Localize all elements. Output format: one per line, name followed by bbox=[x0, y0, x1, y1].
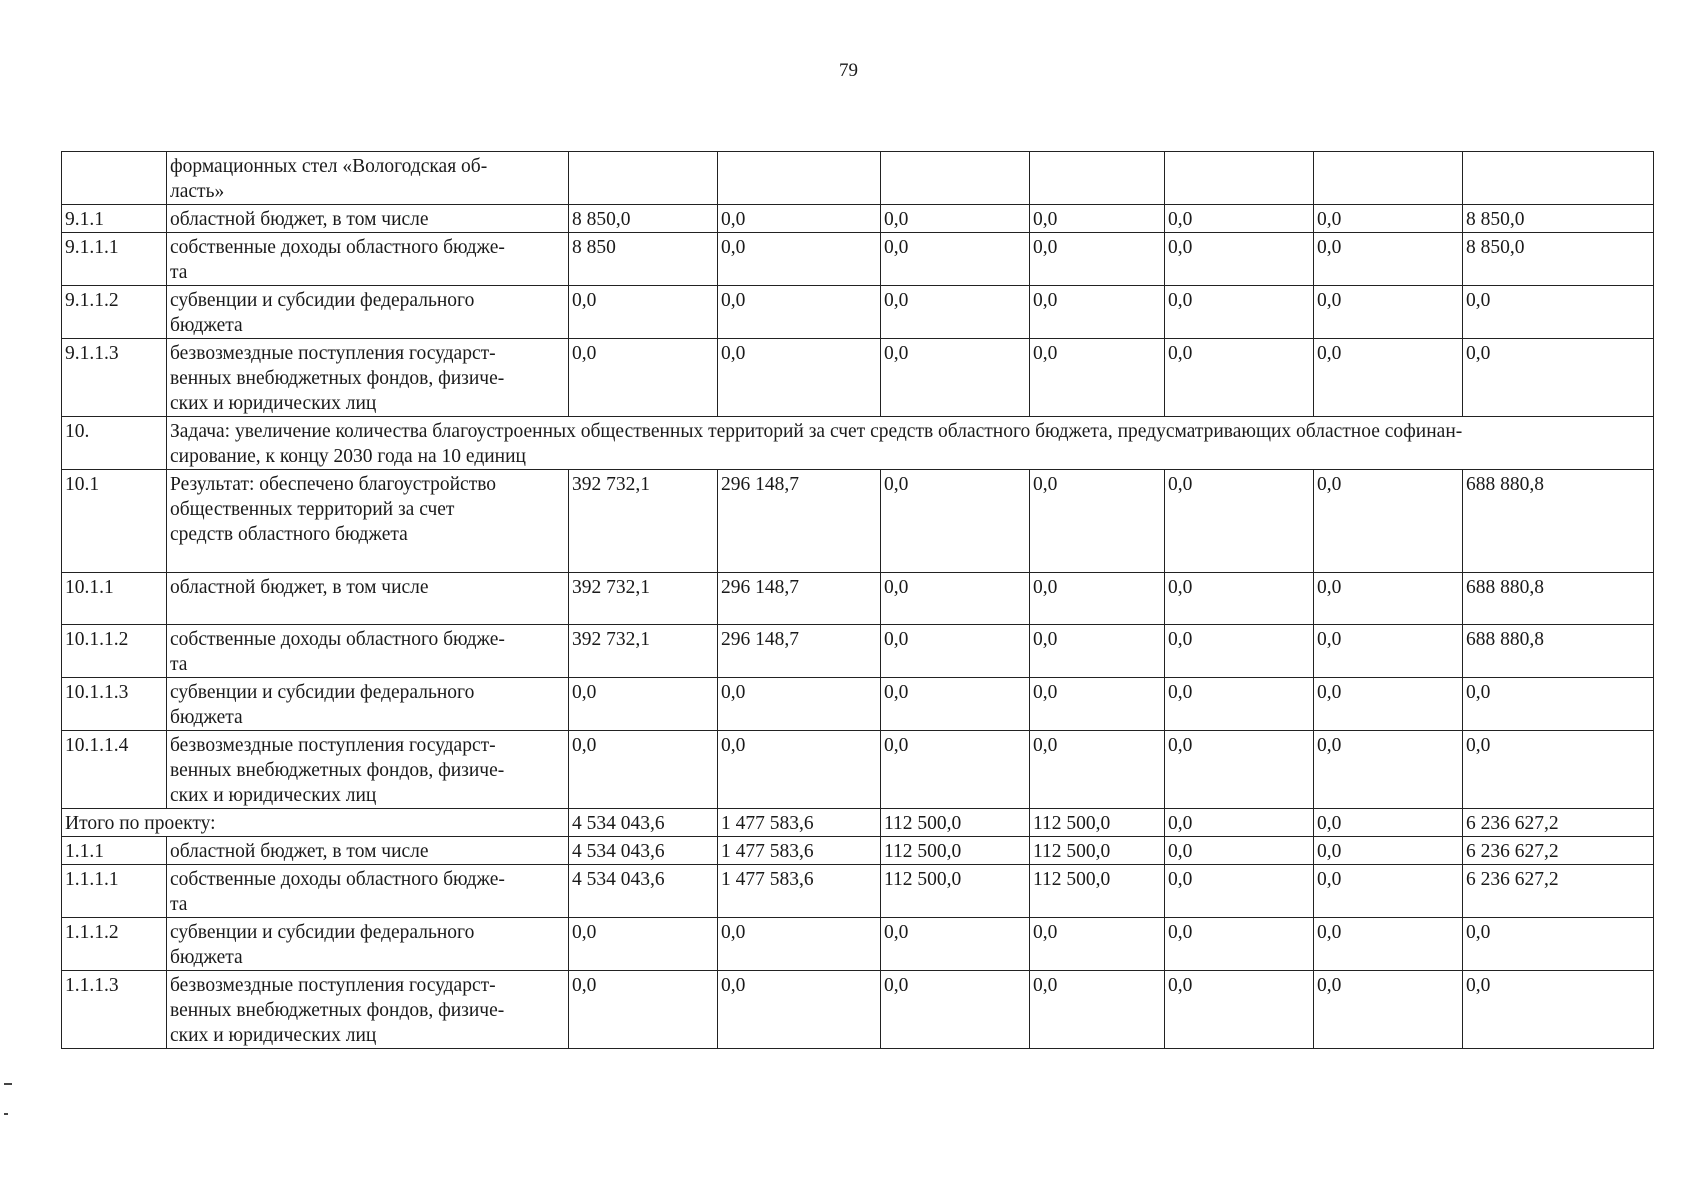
row-code: 1.1.1.1 bbox=[62, 865, 167, 918]
value-cell: 6 236 627,2 bbox=[1463, 837, 1654, 865]
value-cell: 0,0 bbox=[1030, 233, 1165, 286]
value-cell: 0,0 bbox=[881, 205, 1030, 233]
row-name: Результат: обеспечено благоустройство общественных территорий за счет средств областного бюджета bbox=[167, 470, 569, 573]
row-code bbox=[62, 152, 167, 205]
value-cell bbox=[1463, 152, 1654, 205]
value-cell: 1 477 583,6 bbox=[718, 809, 881, 837]
value-cell: 0,0 bbox=[718, 678, 881, 731]
value-cell: 0,0 bbox=[1030, 971, 1165, 1049]
value-cell: 6 236 627,2 bbox=[1463, 809, 1654, 837]
row-code: 10.1.1.2 bbox=[62, 625, 167, 678]
value-cell: 0,0 bbox=[1165, 809, 1314, 837]
row-name: областной бюджет, в том числе bbox=[167, 837, 569, 865]
value-cell: 0,0 bbox=[1030, 339, 1165, 417]
value-cell: 0,0 bbox=[1165, 731, 1314, 809]
value-cell: 688 880,8 bbox=[1463, 573, 1654, 625]
value-cell: 0,0 bbox=[1314, 809, 1463, 837]
value-cell: 112 500,0 bbox=[1030, 837, 1165, 865]
row-name: субвенции и субсидии федерального бюджета bbox=[167, 286, 569, 339]
value-cell: 392 732,1 bbox=[569, 470, 718, 573]
value-cell: 0,0 bbox=[1165, 971, 1314, 1049]
row-code: 9.1.1.2 bbox=[62, 286, 167, 339]
value-cell: 0,0 bbox=[1314, 573, 1463, 625]
row-code: 1.1.1.3 bbox=[62, 971, 167, 1049]
value-cell: 296 148,7 bbox=[718, 573, 881, 625]
row-name: собственные доходы областного бюдже- та bbox=[167, 865, 569, 918]
value-cell: 4 534 043,6 bbox=[569, 837, 718, 865]
row-code: 9.1.1.1 bbox=[62, 233, 167, 286]
margin-mark bbox=[4, 1083, 12, 1085]
value-cell: 0,0 bbox=[1030, 625, 1165, 678]
table-row bbox=[62, 625, 1654, 678]
row-name: безвозмездные поступления государст- венных внебюджетных фондов, физиче- ских и юридических лиц bbox=[167, 731, 569, 809]
value-cell: 0,0 bbox=[718, 286, 881, 339]
value-cell bbox=[718, 152, 881, 205]
margin-mark bbox=[4, 1113, 8, 1115]
row-code: 10.1.1.4 bbox=[62, 731, 167, 809]
value-cell: 0,0 bbox=[718, 971, 881, 1049]
value-cell: 112 500,0 bbox=[881, 809, 1030, 837]
value-cell: 0,0 bbox=[1030, 286, 1165, 339]
table-row bbox=[62, 837, 1654, 865]
value-cell: 0,0 bbox=[1314, 205, 1463, 233]
value-cell: 0,0 bbox=[1030, 678, 1165, 731]
value-cell: 0,0 bbox=[569, 971, 718, 1049]
value-cell: 0,0 bbox=[1030, 573, 1165, 625]
value-cell bbox=[1030, 152, 1165, 205]
table-row bbox=[62, 731, 1654, 809]
value-cell: 8 850,0 bbox=[569, 205, 718, 233]
row-name: безвозмездные поступления государст- венных внебюджетных фондов, физиче- ских и юридических лиц bbox=[167, 971, 569, 1049]
value-cell: 112 500,0 bbox=[881, 837, 1030, 865]
value-cell: 688 880,8 bbox=[1463, 625, 1654, 678]
value-cell: 0,0 bbox=[881, 470, 1030, 573]
value-cell: 0,0 bbox=[1314, 286, 1463, 339]
value-cell: 0,0 bbox=[1165, 678, 1314, 731]
total-label: Итого по проекту: bbox=[62, 809, 569, 837]
value-cell: 0,0 bbox=[881, 573, 1030, 625]
value-cell: 0,0 bbox=[1030, 470, 1165, 573]
value-cell bbox=[1314, 152, 1463, 205]
row-code: 9.1.1 bbox=[62, 205, 167, 233]
value-cell: 0,0 bbox=[1314, 470, 1463, 573]
value-cell: 112 500,0 bbox=[881, 865, 1030, 918]
row-code: 10.1 bbox=[62, 470, 167, 573]
row-code: 9.1.1.3 bbox=[62, 339, 167, 417]
value-cell: 6 236 627,2 bbox=[1463, 865, 1654, 918]
budget-table bbox=[61, 151, 1654, 1049]
value-cell: 0,0 bbox=[1314, 731, 1463, 809]
value-cell: 0,0 bbox=[718, 918, 881, 971]
value-cell: 0,0 bbox=[1165, 918, 1314, 971]
value-cell: 0,0 bbox=[1314, 233, 1463, 286]
row-name: собственные доходы областного бюдже- та bbox=[167, 625, 569, 678]
value-cell: 0,0 bbox=[1165, 865, 1314, 918]
table-row bbox=[62, 865, 1654, 918]
row-name: субвенции и субсидии федерального бюджета bbox=[167, 918, 569, 971]
value-cell: 4 534 043,6 bbox=[569, 809, 718, 837]
table-row bbox=[62, 339, 1654, 417]
value-cell: 296 148,7 bbox=[718, 470, 881, 573]
value-cell: 392 732,1 bbox=[569, 573, 718, 625]
row-code: 1.1.1 bbox=[62, 837, 167, 865]
value-cell: 0,0 bbox=[881, 971, 1030, 1049]
value-cell: 0,0 bbox=[1030, 918, 1165, 971]
value-cell: 296 148,7 bbox=[718, 625, 881, 678]
value-cell: 8 850,0 bbox=[1463, 205, 1654, 233]
value-cell: 0,0 bbox=[1165, 339, 1314, 417]
value-cell: 0,0 bbox=[1165, 837, 1314, 865]
row-code: 10. bbox=[62, 417, 167, 470]
value-cell: 392 732,1 bbox=[569, 625, 718, 678]
value-cell: 112 500,0 bbox=[1030, 865, 1165, 918]
value-cell: 688 880,8 bbox=[1463, 470, 1654, 573]
value-cell: 0,0 bbox=[1314, 339, 1463, 417]
value-cell: 0,0 bbox=[1314, 837, 1463, 865]
value-cell: 0,0 bbox=[1165, 470, 1314, 573]
table-row bbox=[62, 152, 1654, 205]
value-cell: 0,0 bbox=[718, 205, 881, 233]
value-cell: 0,0 bbox=[1314, 865, 1463, 918]
value-cell: 0,0 bbox=[1463, 971, 1654, 1049]
value-cell: 0,0 bbox=[569, 678, 718, 731]
row-code: 10.1.1 bbox=[62, 573, 167, 625]
value-cell: 0,0 bbox=[1165, 205, 1314, 233]
value-cell bbox=[881, 152, 1030, 205]
value-cell: 0,0 bbox=[1314, 918, 1463, 971]
value-cell: 0,0 bbox=[881, 678, 1030, 731]
value-cell: 0,0 bbox=[1165, 286, 1314, 339]
value-cell bbox=[1165, 152, 1314, 205]
value-cell: 0,0 bbox=[718, 731, 881, 809]
table-row bbox=[62, 678, 1654, 731]
table-row bbox=[62, 286, 1654, 339]
task-row bbox=[62, 417, 1654, 470]
value-cell: 0,0 bbox=[1314, 625, 1463, 678]
value-cell: 1 477 583,6 bbox=[718, 837, 881, 865]
value-cell: 0,0 bbox=[1165, 573, 1314, 625]
value-cell: 0,0 bbox=[1463, 678, 1654, 731]
row-name: областной бюджет, в том числе bbox=[167, 205, 569, 233]
table-row bbox=[62, 971, 1654, 1049]
row-name: субвенции и субсидии федерального бюджета bbox=[167, 678, 569, 731]
page-number: 79 bbox=[839, 60, 858, 81]
row-name: формационных стел «Вологодская об- ласть» bbox=[167, 152, 569, 205]
value-cell: 0,0 bbox=[569, 339, 718, 417]
value-cell: 0,0 bbox=[881, 286, 1030, 339]
value-cell: 8 850,0 bbox=[1463, 233, 1654, 286]
value-cell: 0,0 bbox=[1314, 678, 1463, 731]
value-cell: 0,0 bbox=[881, 731, 1030, 809]
value-cell: 0,0 bbox=[1463, 918, 1654, 971]
value-cell: 0,0 bbox=[1165, 625, 1314, 678]
value-cell: 0,0 bbox=[1463, 339, 1654, 417]
table-row bbox=[62, 205, 1654, 233]
value-cell: 0,0 bbox=[1030, 731, 1165, 809]
value-cell: 0,0 bbox=[881, 339, 1030, 417]
value-cell: 1 477 583,6 bbox=[718, 865, 881, 918]
value-cell: 0,0 bbox=[718, 233, 881, 286]
table-row bbox=[62, 918, 1654, 971]
value-cell: 0,0 bbox=[1030, 205, 1165, 233]
row-name: областной бюджет, в том числе bbox=[167, 573, 569, 625]
table-row bbox=[62, 573, 1654, 625]
value-cell: 0,0 bbox=[1314, 971, 1463, 1049]
value-cell: 0,0 bbox=[881, 233, 1030, 286]
value-cell: 0,0 bbox=[1463, 286, 1654, 339]
value-cell: 0,0 bbox=[569, 731, 718, 809]
value-cell: 0,0 bbox=[1463, 731, 1654, 809]
value-cell: 8 850 bbox=[569, 233, 718, 286]
value-cell: 112 500,0 bbox=[1030, 809, 1165, 837]
row-code: 1.1.1.2 bbox=[62, 918, 167, 971]
value-cell: 4 534 043,6 bbox=[569, 865, 718, 918]
row-code: 10.1.1.3 bbox=[62, 678, 167, 731]
value-cell: 0,0 bbox=[569, 286, 718, 339]
row-name: безвозмездные поступления государст- венных внебюджетных фондов, физиче- ских и юридических лиц bbox=[167, 339, 569, 417]
row-name: собственные доходы областного бюдже- та bbox=[167, 233, 569, 286]
table-row bbox=[62, 470, 1654, 573]
table-row bbox=[62, 233, 1654, 286]
task-description: Задача: увеличение количества благоустроенных общественных территорий за счет средств областного бюджета, предусматривающих областное софинан- сирование, к концу 2030 года на 10 единиц bbox=[167, 417, 1654, 470]
value-cell: 0,0 bbox=[1165, 233, 1314, 286]
value-cell: 0,0 bbox=[881, 625, 1030, 678]
value-cell: 0,0 bbox=[881, 918, 1030, 971]
total-row bbox=[62, 809, 1654, 837]
value-cell: 0,0 bbox=[718, 339, 881, 417]
value-cell: 0,0 bbox=[569, 918, 718, 971]
value-cell bbox=[569, 152, 718, 205]
